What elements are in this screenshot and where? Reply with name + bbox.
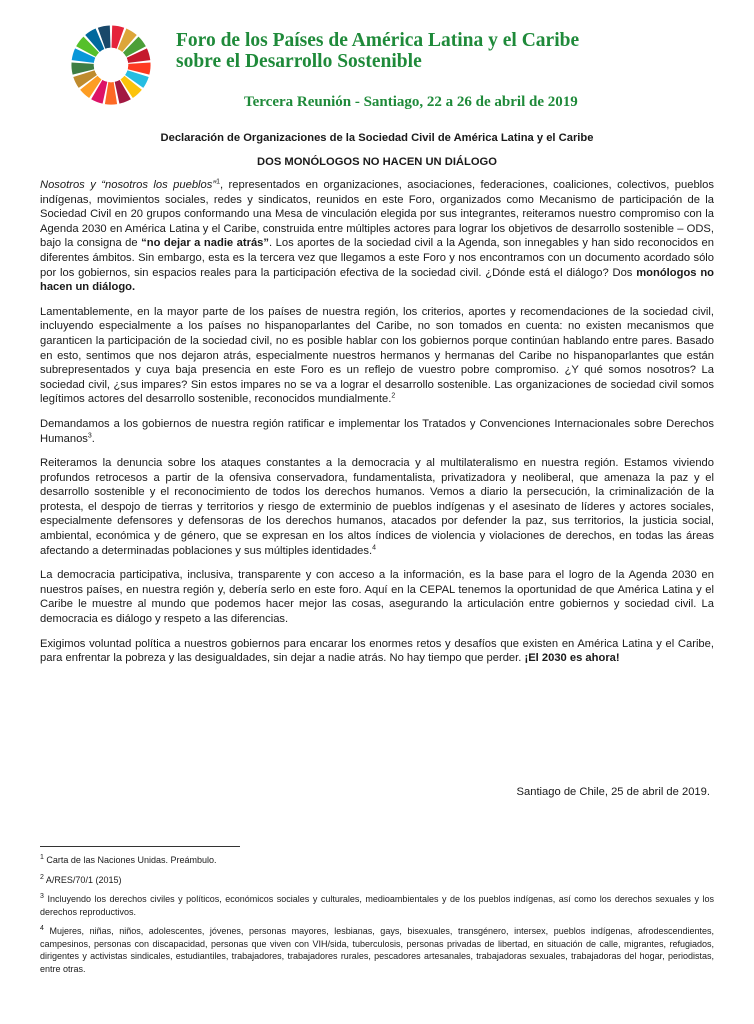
footnote-number: 2: [40, 873, 44, 881]
forum-title: [176, 30, 579, 72]
footnote-text: Carta de las Naciones Unidas. Preámbulo.: [46, 855, 217, 865]
forum-title-line1: Foro de los Países de América Latina y el Caribe: [176, 30, 580, 51]
declaration-title: Declaración de Organizaciones de la Sociedad Civil de América Latina y el Caribe: [160, 132, 594, 144]
p1-italic-text: Nosotros y “nosotros los pueblos”: [40, 179, 217, 191]
declaration-body: [40, 178, 714, 676]
forum-title-line2: sobre el Desarrollo Sostenible: [176, 51, 422, 72]
footnote-ref-1: 1: [216, 178, 220, 186]
paragraph-1: [40, 178, 714, 295]
declaration-heading: DOS MONÓLOGOS NO HACEN UN DIÁLOGO: [257, 156, 497, 168]
paragraph-5: [40, 568, 714, 626]
footnote-ref-3: 3: [87, 431, 92, 439]
footnote-text: A/RES/70/1 (2015): [45, 874, 122, 885]
footnote-text: Incluyendo los derechos civiles y políticos, económicos sociales y culturales, medioambientales y de los pueblos indígenas, así como los derechos sexuales y los derechos reproductivos.: [40, 894, 714, 917]
paragraph-6: [40, 637, 714, 666]
p1-bold-slogan: “no dejar a nadie atrás”: [141, 237, 269, 250]
footnote-number: 4: [40, 925, 44, 932]
paragraph-4: [40, 456, 714, 558]
p6-text: Exigimos voluntad política a nuestros gobiernos para encarar los enormes retos y desafíos que existen en América Latina y el Caribe, para enfrentar la pobreza y las desigualdades, sin dejar a nadie atrás. No hay tiempo que perder.: [40, 637, 714, 665]
footnote-ref-4: 4: [372, 543, 377, 551]
paragraph-3: [40, 417, 714, 446]
p2-text: Lamentablemente, en la mayor parte de los países de nuestra región, los criterios, aportes y recomendaciones de la sociedad civil, incluyendo especialmente a los países no hispanoparlantes del Caribe, no son tomados en cuenta: no existen mecanismos que garanticen la participación de la sociedad civil, no es posible hablar con los gobiernos porque continúan hablando entre pares. Basado en esto, sentimos que nos dejaron atrás, especialmente nuestros hermanos y hermanas del Caribe no hispanoparlantes que están subrepresentados y cuya baja presencia en este Foro es un reflejo de vuestro pobre compromiso. ¿Y qué somos nosotros? La sociedad civil, ¿sus impares? Sin estos impares no se va a lograr el desarrollo sostenible. Las organizaciones de sociedad civil somos legítimos actores del desarrollo sostenible, reconocidos mundialmente.: [40, 305, 714, 406]
footnote-divider: [40, 846, 240, 847]
sdg-color-wheel-icon: [68, 22, 154, 108]
p5-text: La democracia participativa, inclusiva, transparente y con acceso a la información, es la base para el logro de la Agenda 2030 en nuestros países, en nuestra región y, debería serlo en este foro. Aquí en la CEPAL tenemos la oportunidad de que América Latina y el Caribe le muestre al mundo que podemos hacer mejor las cosas, asegurando la articulación entre gobiernos y sociedad civil. La democracia es diálogo y respeto a las diferencias.: [40, 569, 714, 626]
p1-text-b: . Los aportes de la sociedad civil a la Agenda, son innegables y han sido reconocidos en diferentes ámbitos. Sin embargo, esta es la tercera vez que llegamos a este Foro y nos encontramos con un documento acordado sólo por los gobiernos, sin espacios reales para la participación efectiva de la sociedad civil. ¿Dónde está el diálogo? Dos: [40, 237, 714, 279]
footnote: [40, 893, 714, 918]
paragraph-2: [40, 305, 714, 407]
footnote: [40, 874, 714, 887]
p4-text: Reiteramos la denuncia sobre los ataques constantes a la democracia y al multilateralismo en nuestra región. Estamos viviendo profundos retrocesos a partir de la ofensiva conservadora, fundamentalista, privatizadora y neoliberal, que amenaza la paz y el desarrollo sostenible y el reconocimiento de todos los derechos humanos. Vemos a diario la persecución, la criminalización de la protesta, el despojo de tierras y territorios y riesgo de exterminio de pueblos indígenas y el asesinato de líderes y actores sociales, especialmente defensores y defensoras de los derechos humanos, atacados por defender la paz, sus territorios, la justicia social, ambiental, económica y de género, que se expresan en los altos índices de violencia y violaciones de derechos, en todas las áreas afectando a determinadas poblaciones y sus múltiples identidades.: [40, 457, 714, 557]
footnote-number: 1: [40, 854, 44, 861]
footnote-text: Mujeres, niñas, niños, adolescentes, jóvenes, personas mayores, lesbianas, gays, bisexuales, transgénero, intersex, pueblos indígenas, afrodescendientes, campesinos, personas con discapacidad, personas que viven con VIH/sida, tuberculosis, personas privadas de libertad, en situación de calle, migrantes, refugiados, dirigentes y activistas sindicales, estudiantiles, trabajadores, trabajadores rurales, pescadores artesanales, trabajadoras sexuales, trabajadoras del hogar, periodistas, entre otras.: [40, 926, 714, 974]
meeting-subtitle: Tercera Reunión - Santiago, 22 a 26 de abril de 2019: [244, 94, 578, 110]
p3-end: .: [91, 432, 95, 445]
p3-text: Demandamos a los gobiernos de nuestra región ratificar e implementar los Tratados y Convenciones Internacionales sobre Derechos Humanos: [40, 417, 714, 445]
p1-bold-end: monólogos no hacen un diálogo.: [40, 266, 715, 294]
footnote-number: 3: [40, 893, 44, 900]
logo-segment: [105, 82, 117, 105]
p6-bold-end: ¡El 2030 es ahora!: [524, 652, 620, 665]
signature-line: Santiago de Chile, 25 de abril de 2019.: [516, 786, 710, 798]
footnote: [40, 854, 714, 867]
footnotes: [40, 854, 714, 982]
p1-text-a: , representados en organizaciones, asociaciones, federaciones, coaliciones, colectivos, pueblos indígenas, movimientos sociales, redes y sindicatos, reunidos en este Foro, organizados como Mecanismo de participación de la Sociedad Civil en 20 grupos conformando una Mesa de vinculación elegida por sus integrantes, reiteramos nuestro compromiso con la Agenda 2030 en América Latina y el Caribe, construida entre múltiples actores para lograr los objetivos de desarrollo sostenible – ODS, bajo la consigna de: [40, 179, 714, 250]
footnote-ref-2: 2: [391, 392, 396, 400]
footnote: [40, 925, 714, 975]
